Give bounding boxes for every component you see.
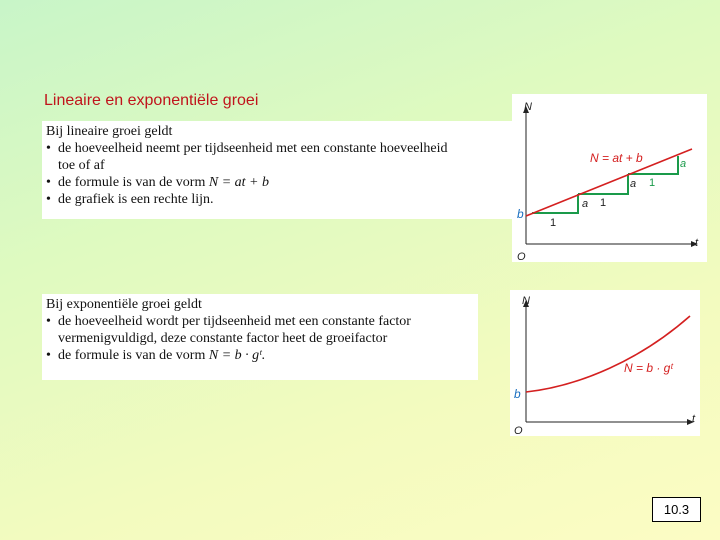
linear-y-label: N [524, 101, 532, 113]
linear-bullet-3: • de grafiek is een rechte lijn. [46, 192, 214, 207]
linear-graph [512, 94, 707, 262]
exponential-intercept-label: b [514, 387, 521, 401]
linear-step-1-run: 1 [550, 217, 557, 229]
linear-growth-textbox [42, 121, 516, 219]
linear-bullet-1-continuation: toe of af [58, 158, 105, 173]
linear-bullet-3-text: de grafiek is een rechte lijn. [58, 192, 214, 207]
exponential-origin-label: O [514, 425, 523, 436]
linear-bullet-1-text: de hoeveelheid neemt per tijdseenheid met een constante hoeveelheid [58, 141, 448, 156]
exponential-formula: N = b · gᵗ [208, 348, 262, 363]
linear-graph-svg [512, 94, 707, 262]
linear-step-2-run: 1 [600, 197, 607, 209]
exponential-heading: Bij exponentiële groei geldt [46, 297, 202, 312]
exponential-x-label: t [692, 413, 696, 425]
exponential-graph-formula: N = b · gᵗ [624, 361, 673, 375]
exponential-formula-period: . [261, 348, 265, 363]
linear-origin-label: O [517, 251, 526, 262]
exponential-bullet-1: • de hoeveelheid wordt per tijdseenheid met een constante factor [46, 314, 411, 329]
linear-intercept-label: b [517, 207, 524, 221]
linear-bullet-1: • de hoeveelheid neemt per tijdseenheid met een constante hoeveelheid [46, 141, 448, 156]
linear-step-2-rise: a [630, 178, 637, 190]
exponential-bullet-1-continuation: vermenigvuldigd, deze constante factor heet de groeifactor [58, 331, 388, 346]
linear-step-3-run: 1 [649, 177, 656, 189]
exponential-growth-textbox [42, 294, 478, 380]
exponential-curve [526, 316, 690, 392]
exponential-y-label: N [522, 295, 530, 307]
linear-bullet-2-text: de formule is van de vorm [58, 175, 209, 190]
linear-step-3-rise: a [680, 158, 687, 170]
linear-heading: Bij lineaire groei geldt [46, 124, 173, 139]
linear-step-1-rise: a [582, 198, 589, 210]
linear-bullet-2: • de formule is van de vorm N = at + b [46, 175, 269, 190]
exponential-bullet-2-text: de formule is van de vorm [58, 348, 209, 363]
slide-title: Lineaire en exponentiële groei [44, 92, 259, 109]
linear-x-label: t [695, 237, 699, 249]
exponential-graph [510, 290, 700, 436]
linear-formula: N = at + b [208, 175, 269, 190]
linear-graph-formula: N = at + b [590, 151, 643, 165]
page-number: 10.3 [652, 497, 701, 522]
exponential-bullet-1-text: de hoeveelheid wordt per tijdseenheid met een constante factor [58, 314, 411, 329]
exponential-bullet-2: • de formule is van de vorm N = b · gᵗ. [46, 348, 265, 363]
exponential-graph-svg [510, 290, 700, 436]
